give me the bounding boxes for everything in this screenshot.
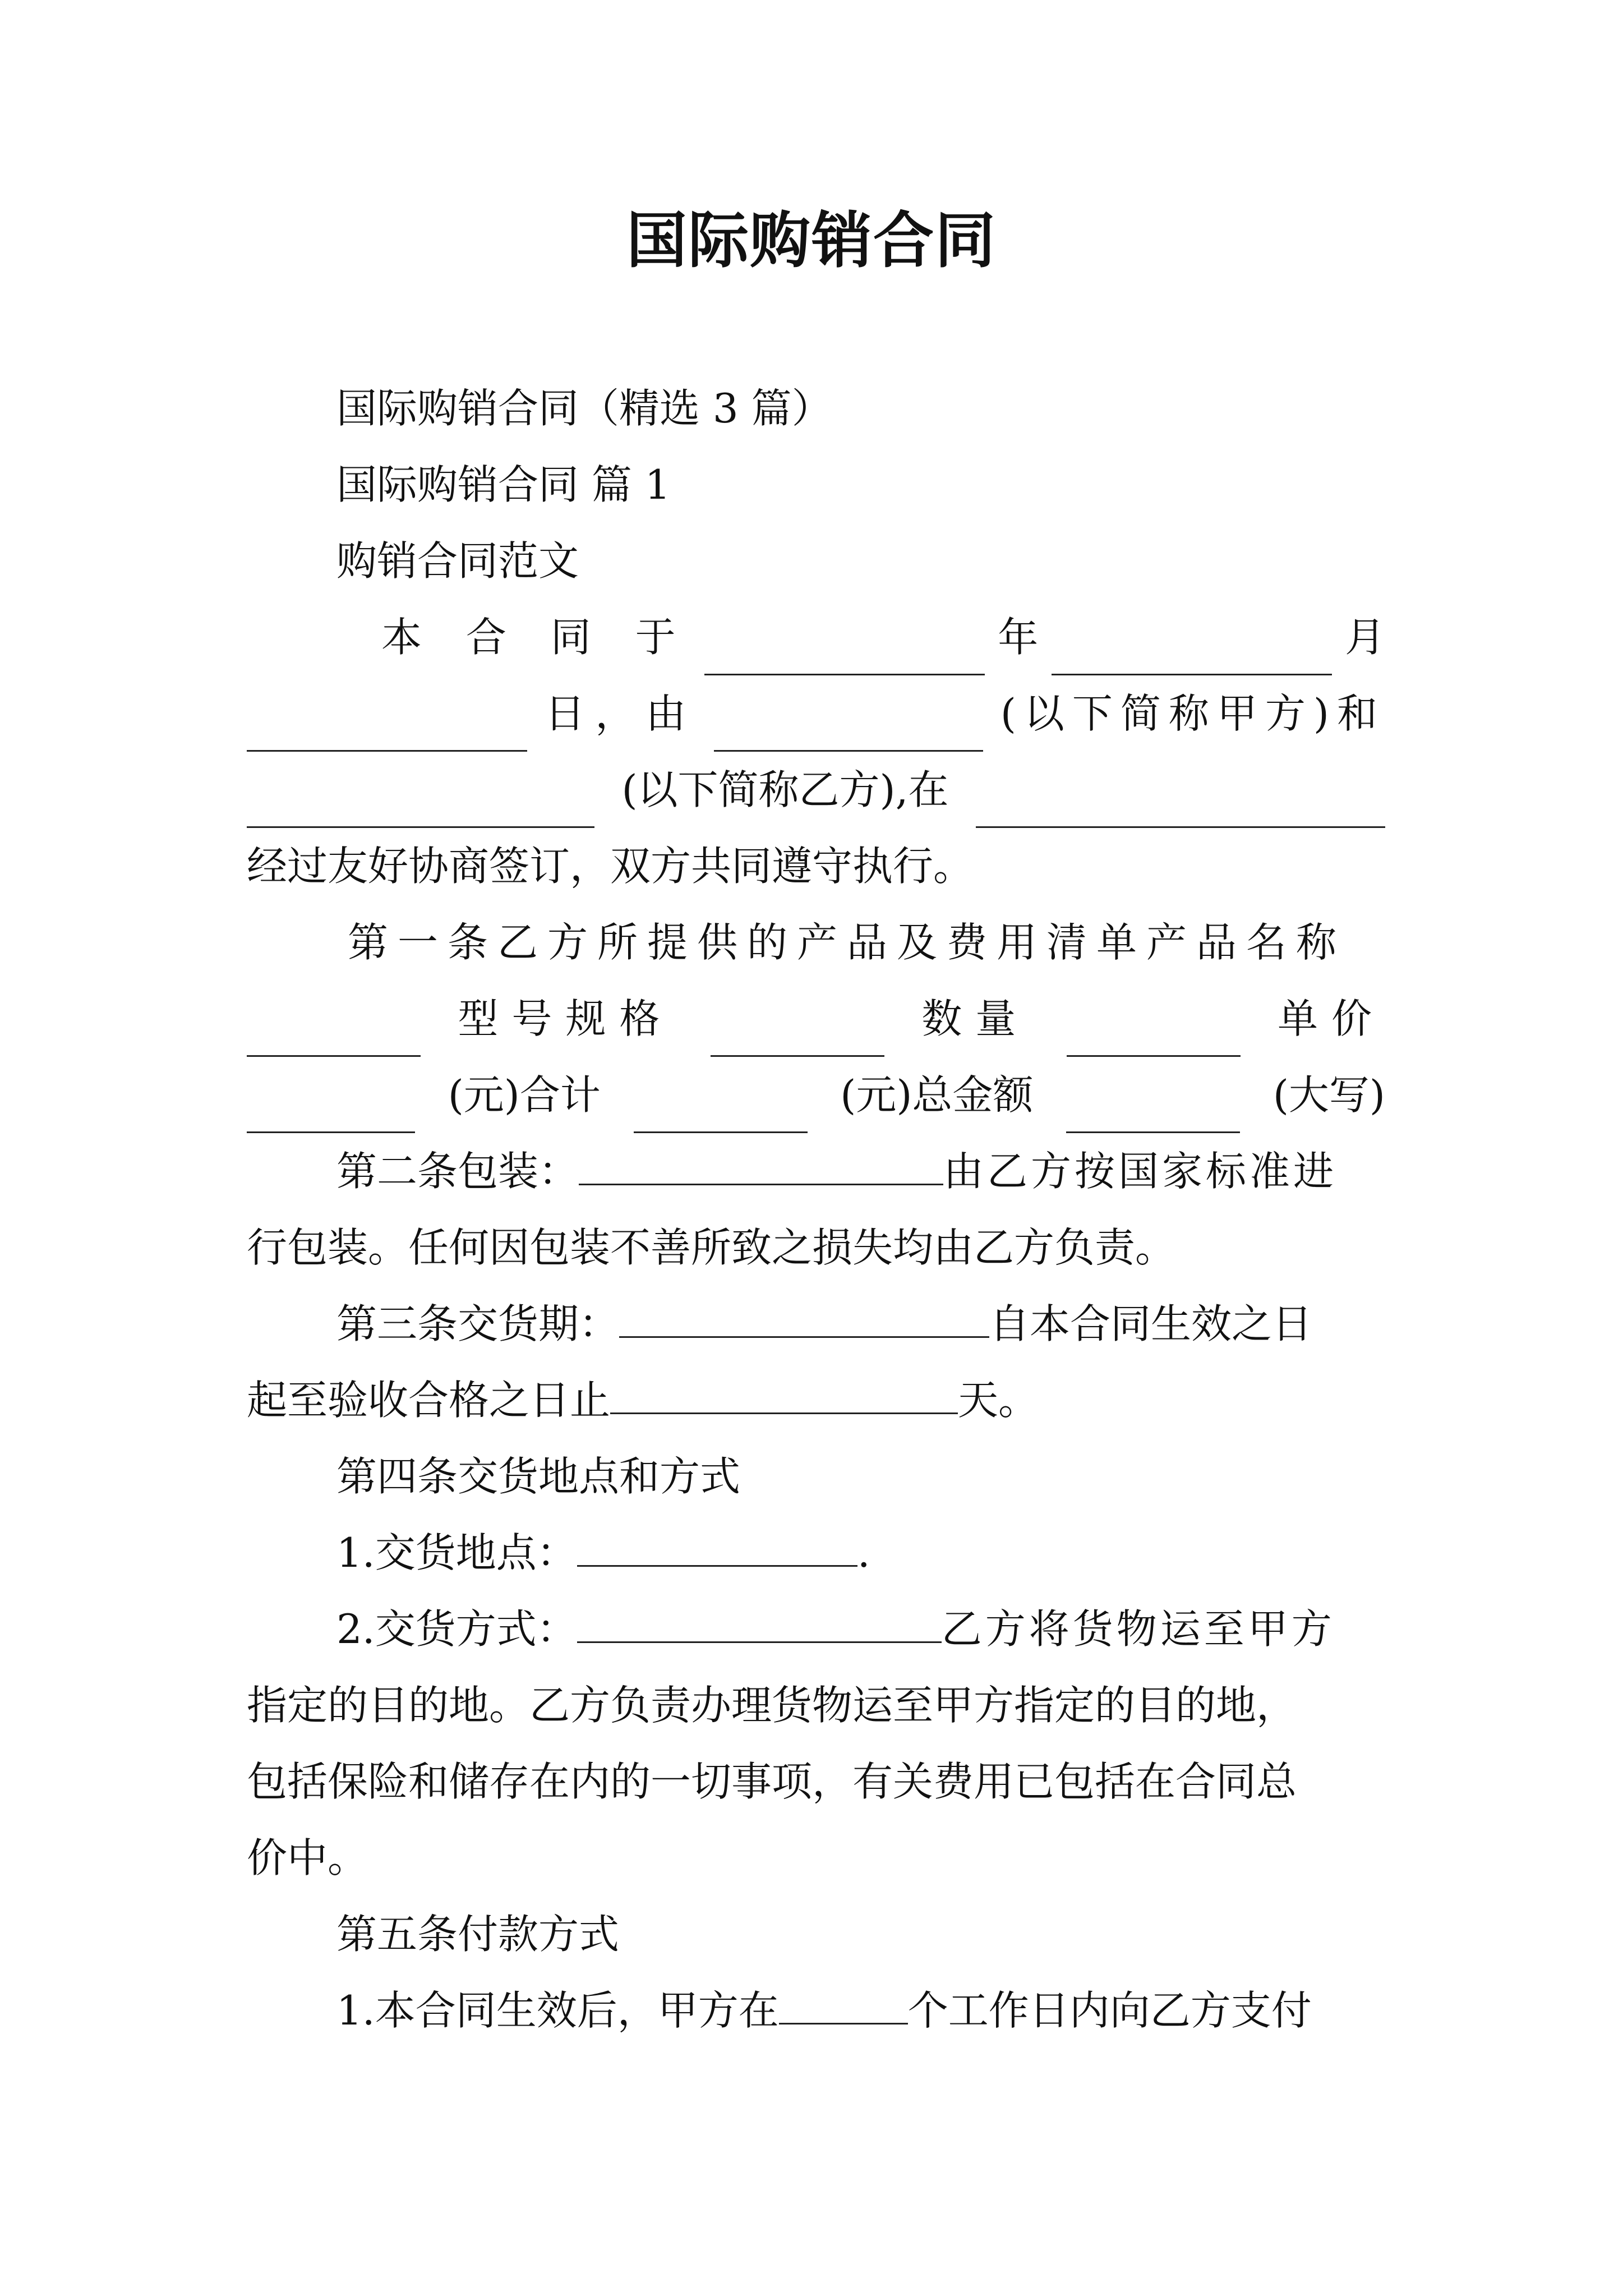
intro-line-1	[247, 599, 1385, 675]
delivery-line-2: 指定的目的地。乙方负责办理货物运至甲方指定的目的地，	[247, 1682, 1297, 1729]
intro-line-4: 经过友好协商签订，双方共同遵守执行。	[247, 843, 974, 890]
delivery-method-label: 2.交货方式：	[336, 1605, 577, 1653]
delivery-line-4: 价中。	[247, 1834, 368, 1881]
article-5-heading: 第五条付款方式	[336, 1911, 620, 1958]
blank-line	[579, 1161, 943, 1185]
year-label: 年	[998, 614, 1039, 661]
blank-line	[577, 1543, 857, 1567]
party-b-label: (以下简称乙方),在	[621, 766, 949, 813]
article-1-line-3	[247, 1057, 1385, 1133]
blank-line	[247, 728, 527, 752]
payment-text-2: 个工作日内向乙方支付	[907, 1987, 1312, 2034]
delivery-method-text: 乙方将货物运至甲方	[941, 1605, 1335, 1653]
article-3-text-2: 起至验收合格之日止	[247, 1377, 611, 1424]
article-1-line-2	[247, 981, 1385, 1057]
grand-total-label: (元)总金额	[840, 1071, 1034, 1119]
payment-text: 1.本合同生效后，甲方在	[336, 1987, 779, 2034]
delivery-place-label: 1.交货地点：	[336, 1529, 577, 1576]
blank-line	[247, 1033, 421, 1057]
blank-line	[247, 1109, 415, 1133]
blank-line	[714, 728, 983, 752]
quantity-label: 数量	[921, 995, 1030, 1042]
blank-line	[577, 1619, 942, 1643]
article-4-heading: 第四条交货地点和方式	[336, 1453, 741, 1500]
subtitle: 国际购销合同（精选 3 篇）	[336, 385, 832, 432]
blank-line	[1067, 1033, 1241, 1057]
sample-heading: 购销合同范文	[336, 537, 579, 585]
delivery-place-line	[247, 1515, 1385, 1591]
unit-price-label: 单价	[1277, 995, 1385, 1042]
party-a-label: (以下简称甲方)和	[1000, 690, 1385, 737]
intro-line-2	[247, 675, 1385, 752]
intro-line-3	[247, 752, 1385, 828]
capital-label: (大写)	[1272, 1071, 1385, 1119]
article-3-line-2	[247, 1362, 1385, 1438]
document-body	[247, 370, 1385, 2049]
delivery-line-3: 包括保险和储存在内的一切事项，有关费用已包括在合同总	[247, 1758, 1297, 1805]
article-2-label: 第二条包装：	[336, 1148, 579, 1195]
day-label: 日，由	[545, 690, 697, 737]
blank-line	[619, 1314, 989, 1338]
blank-line	[779, 2000, 908, 2024]
article-2-line-1	[247, 1133, 1385, 1209]
delivery-method-line	[247, 1591, 1385, 1667]
article-1-line-1: 第一条乙方所提供的产品及费用清单产品名称	[348, 919, 1347, 966]
payment-line-1	[247, 1972, 1385, 2049]
intro-text: 本 合 同 于	[381, 614, 691, 661]
article-3-label: 第三条交货期：	[336, 1300, 620, 1347]
blank-line	[634, 1109, 808, 1133]
blank-line	[711, 1033, 884, 1057]
article-3-line-1	[247, 1286, 1385, 1362]
period: .	[857, 1529, 870, 1576]
article-2-text: 由乙方按国家标准进	[943, 1148, 1338, 1195]
section-heading: 国际购销合同 篇 1	[336, 461, 671, 508]
total-label: (元)合计	[448, 1071, 601, 1119]
blank-line	[610, 1390, 958, 1414]
article-2-line-2: 行包装。任何因包装不善所致之损失均由乙方负责。	[247, 1224, 1176, 1271]
article-3-text: 自本合同生效之日	[989, 1300, 1313, 1347]
blank-line	[247, 804, 594, 828]
blank-line	[1052, 651, 1332, 675]
model-label: 型号规格	[458, 995, 674, 1042]
blank-line	[1066, 1109, 1240, 1133]
blank-line	[976, 804, 1385, 828]
document-title: 国际购销合同	[626, 206, 997, 276]
blank-line	[704, 651, 985, 675]
days-label: 天。	[958, 1377, 1039, 1424]
month-label: 月	[1344, 614, 1385, 661]
